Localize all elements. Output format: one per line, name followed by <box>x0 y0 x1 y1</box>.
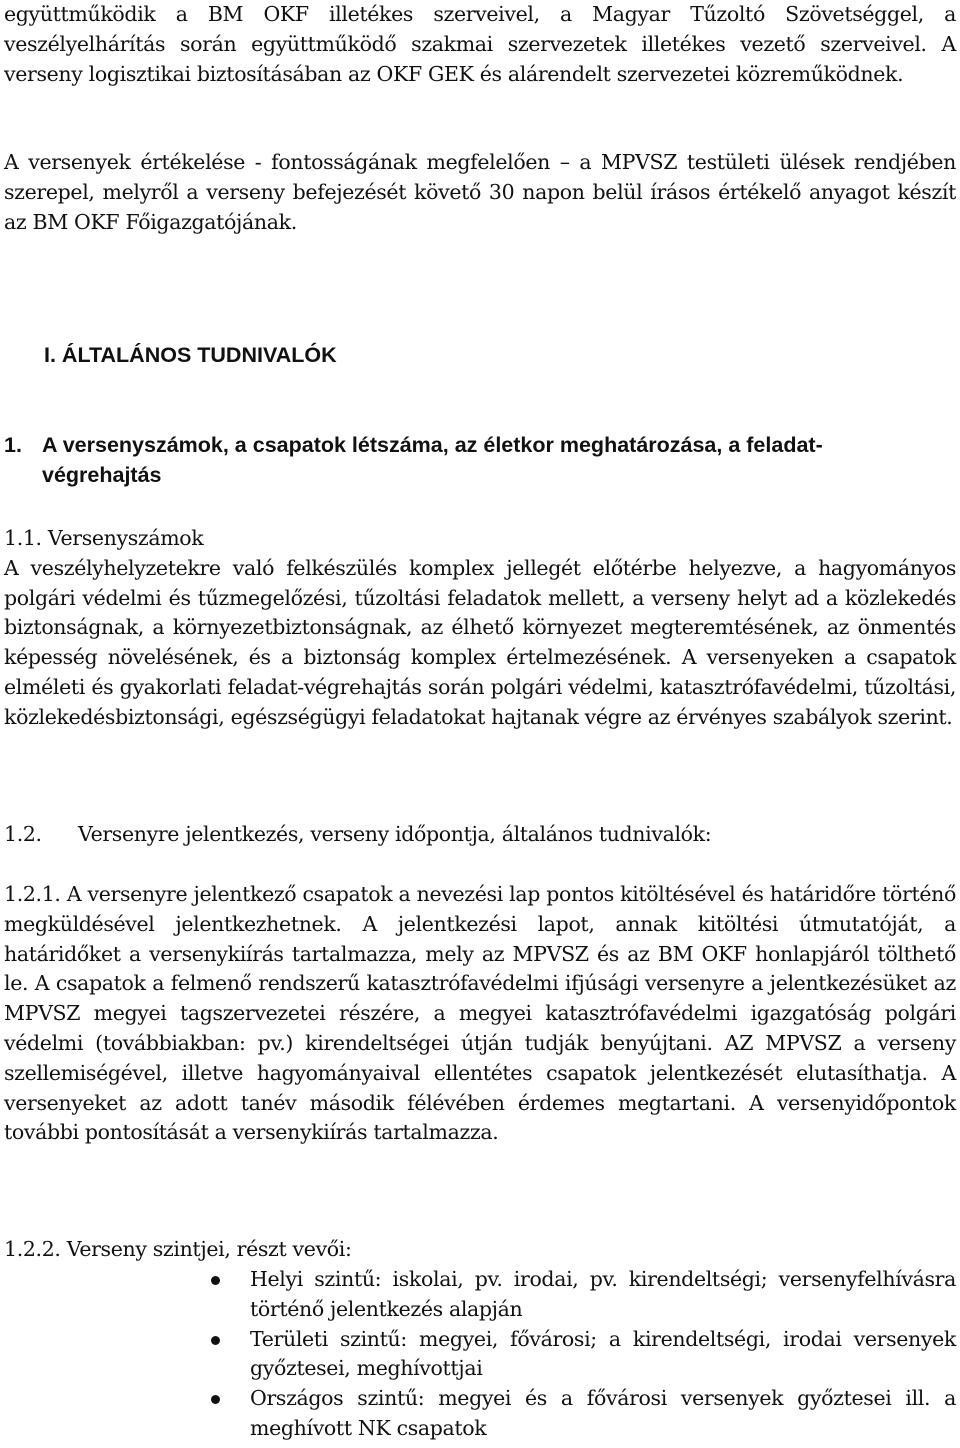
item-1-2-title: Versenyre jelentkezés, verseny időpontja, általános tudnivalók: <box>78 822 712 846</box>
bullet-icon <box>211 1276 220 1285</box>
levels-list <box>4 1265 956 1444</box>
list-item <box>4 1265 956 1325</box>
item-1-1 <box>4 524 956 733</box>
intro-paragraph: együttműködik a BM OKF illetékes szerveivel, a Magyar Tűzoltó Szövetséggel, a veszélyelhárítás során együttműködő szakmai szervezetek illetékes vezető szerveivel. A verseny logisztikai biztosításában az OKF GEK és alárendelt szervezetei közreműködnek. <box>4 2 956 86</box>
item-1-2-2-heading: 1.2.2. Verseny szintjei, részt vevői: <box>4 1237 352 1261</box>
subsection-heading <box>4 430 904 490</box>
item-1-2-1-paragraph: 1.2.1. A versenyre jelentkező csapatok a nevezési lap pontos kitöltésével és határidőre történő megküldésével jelentkezhetnek. A jelentkezési lapot, annak kitöltési útmutatóját, a határidőket a versenykiírás tartalmazza, mely az MPVSZ és az BM OKF honlapjáról tölthető le. A csapatok a felmenő rendszerű katasztrófavédelmi ifjúsági versenyre a jelentkezésüket az MPVSZ megyei tagszervezetei részére, a megyei katasztrófavédelmi igazgatóság polgári védelmi (továbbiakban: pv.) kirendeltségei útján tudják benyújtani. AZ MPVSZ a verseny szellemiségével, illetve hagyományaival ellentétes csapatok jelentkezését elutasíthatja. A versenyeket az adott tanév második félévében érdemes megtartani. A versenyidőpontok további pontosítását a versenykiírás tartalmazza. <box>4 882 956 1145</box>
subsection-number: 1. <box>4 433 22 457</box>
item-1-1-heading: 1.1. Versenyszámok <box>4 526 204 550</box>
list-item <box>4 1325 956 1385</box>
list-item-text: Országos szintű: megyei és a fővárosi versenyek győztesei ill. a meghívott NK csapatok <box>250 1386 956 1440</box>
list-item-text: Helyi szintű: iskolai, pv. irodai, pv. kirendeltségi; versenyfelhívásra történő jelentkezés alapján <box>250 1267 956 1321</box>
list-item <box>4 1384 956 1444</box>
subsection-title: A versenyszámok, a csapatok létszáma, az életkor meghatározása, a feladat-végrehajtás <box>42 433 823 487</box>
item-1-2-heading <box>4 820 956 850</box>
item-1-1-text: A veszélyhelyzetekre való felkészülés komplex jellegét előtérbe helyezve, a hagyományos polgári védelmi és tűzmegelőzési, tűzoltási feladatok mellett, a verseny helyt ad a közlekedés biztonságnak, a környezetbiztonságnak, az élhető környezet megteremtésének, az önmentés képesség növelésének, és a biztonság komplex értelmezésének. A versenyeken a csapatok elméleti és gyakorlati feladat-végrehajtás során polgári védelmi, katasztrófavédelmi, tűzoltási, közlekedésbiztonsági, egészségügyi feladatokat hajtanak végre az érvényes szabályok szerint. <box>4 555 956 729</box>
section-heading: I. ÁLTALÁNOS TUDNIVALÓK <box>44 343 337 367</box>
evaluation-paragraph: A versenyek értékelése - fontosságának megfelelően – a MPVSZ testületi ülések rendjében szerepel, melyről a verseny befejezését követő 30 napon belül írásos értékelő anyagot készít az BM OKF Főigazgatójának. <box>4 150 956 234</box>
bullet-icon <box>211 1395 220 1404</box>
item-1-2-number: 1.2. <box>4 822 42 846</box>
bullet-icon <box>211 1336 220 1345</box>
list-item-text: Területi szintű: megyei, fővárosi; a kirendeltségi, irodai versenyek győztesei, meghívottjai <box>250 1326 956 1381</box>
